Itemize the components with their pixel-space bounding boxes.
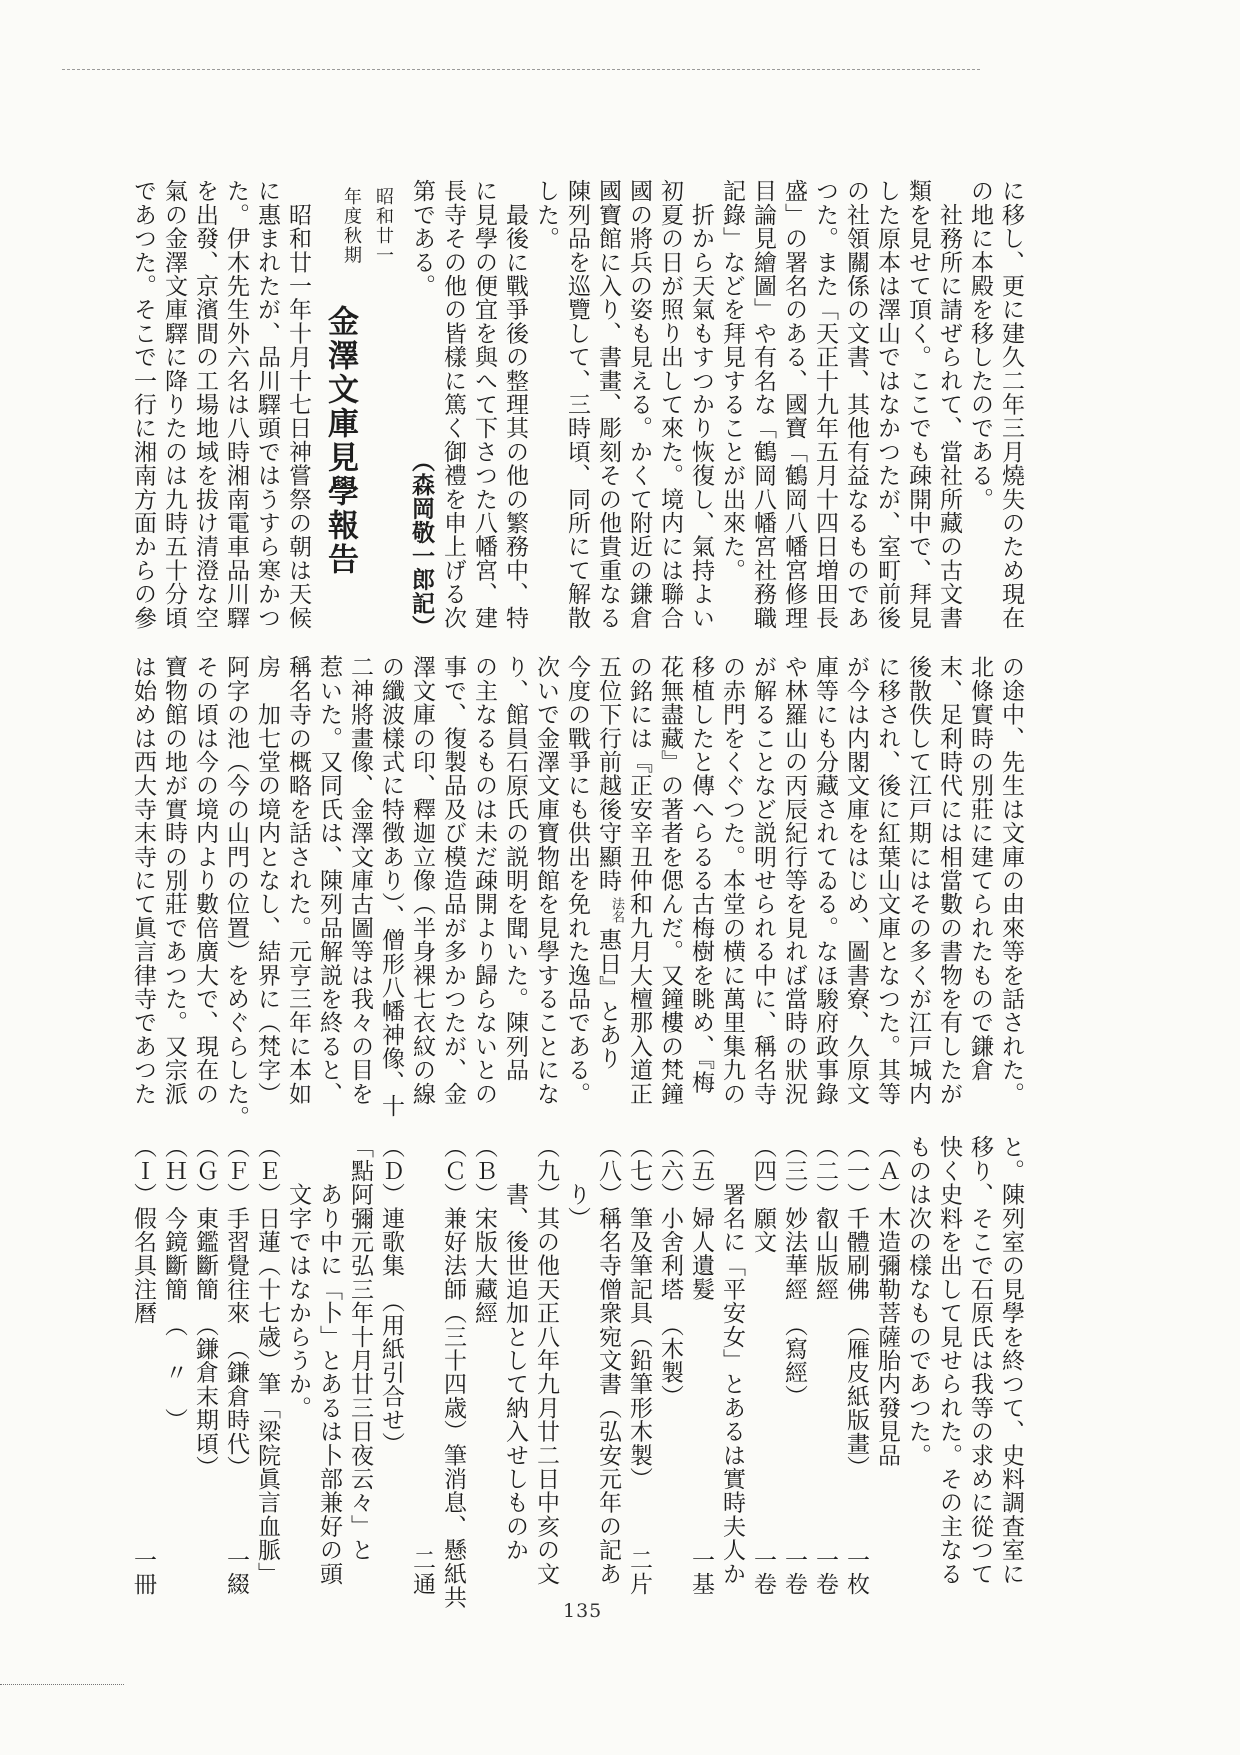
column-text: の社領關係の文書、其他有益なるものであ [843, 179, 869, 630]
text-column [716, 655, 747, 1115]
page-number: 135 [563, 1600, 603, 1622]
lower-text-block [127, 1135, 1026, 1609]
column-text: （二）叡山版經 [812, 1135, 838, 1301]
column-text: （七）筆及筆記具（鉛筆形木製） [626, 1135, 652, 1491]
column-text: （Ｉ）假名具注曆 [130, 1135, 156, 1325]
text-column [251, 655, 282, 1115]
column-text: の地に本殿を移したのである。 [967, 179, 993, 511]
column-text: 澤文庫の印、釋迦立像（半身裸七衣紋の線 [409, 655, 435, 1106]
column-text: （八）稱名寺僧衆宛文書（弘安元年の記あ [595, 1135, 621, 1586]
column-text: 目論見繪圖」や有名な「鶴岡八幡宮社務職 [750, 179, 776, 630]
column-text: 陳列品を巡覽して、三時頃、同所にて解散 [564, 179, 590, 630]
column-text: に惠まれたが、品川驛頭ではうすら寒かつ [254, 179, 280, 630]
text-column [747, 1135, 778, 1595]
text-column [158, 179, 189, 639]
text-column [127, 655, 158, 1115]
text-column [406, 179, 437, 639]
column-text: の赤門をくぐつた。本堂の横に萬里集九の [719, 655, 745, 1106]
column-text: 末、足利時代には相當數の書物を有したが [936, 655, 962, 1106]
column-text: （五）婦人遺髮 [688, 1135, 714, 1301]
text-column [995, 655, 1026, 1115]
column-text: 初夏の日が照り出して來た。境内には聯合 [657, 179, 683, 630]
column-text: であつた。そこで一行に湘南方面からの參 [130, 179, 156, 630]
text-column [964, 655, 995, 1115]
bottom-rule [0, 1684, 124, 1685]
text-column [189, 179, 220, 639]
column-text: 次いで金澤文庫寶物館を見學することにな [533, 655, 559, 1106]
column-text: 五位下行前越後守顯時 [595, 655, 621, 892]
column-text: 文字ではなからうか。 [285, 1135, 311, 1420]
text-column [561, 655, 592, 1115]
text-column [809, 1135, 840, 1595]
column-text: （一）千體刷佛 （雁皮紙版畫） [843, 1135, 869, 1479]
text-column [158, 655, 189, 1115]
middle-text-block [127, 655, 1026, 1129]
item-quantity: 二通 [409, 1547, 435, 1595]
column-text: が解ることなど説明せられる中に、稱名寺 [750, 655, 776, 1106]
column-text: つた。また「天正十九年五月十四日増田長 [812, 179, 838, 630]
text-column [220, 655, 251, 1129]
text-column [902, 655, 933, 1115]
column-text: 類を見せて頂く。ここでも疎開中で、拜見 [905, 179, 931, 630]
text-column [468, 179, 499, 639]
text-column [716, 179, 747, 639]
text-column [995, 179, 1026, 639]
column-text: した。 [533, 179, 559, 251]
text-column [282, 179, 313, 639]
item-quantity: 一卷 [812, 1547, 838, 1595]
text-column [871, 1135, 902, 1595]
text-column [809, 655, 840, 1115]
text-column [685, 655, 716, 1115]
text-column [437, 655, 468, 1115]
column-text: 惹いた。又同氏は、陳列品解説を終ると、 [316, 655, 342, 1106]
column-text: （四）願文 [750, 1135, 776, 1254]
column-text: の主なるものは未だ疎開より歸らないとの [471, 655, 497, 1106]
text-column [220, 1135, 251, 1595]
column-text: 折から天氣もすつかり恢復し、氣持よい [688, 179, 714, 630]
text-column [468, 1135, 499, 1595]
column-text: 署名に「平安女」とあるは實時夫人か [719, 1135, 745, 1586]
text-column [654, 1135, 685, 1595]
column-text: （Ｇ）東鑑斷簡 （鎌倉末期頃） [192, 1135, 218, 1479]
text-column [375, 1135, 406, 1595]
text-column [747, 179, 778, 639]
column-text: 庫等にも分藏されてゐる。なほ駿府政事錄 [812, 655, 838, 1106]
text-column [189, 655, 220, 1115]
column-text: （Ｅ）日蓮（十七歳）筆「梁院眞言血脈」 [254, 1135, 280, 1586]
text-column [902, 179, 933, 639]
author-signature: （森岡敬一郎記） [408, 449, 435, 639]
text-column [778, 1135, 809, 1595]
item-quantity: 一基 [688, 1547, 714, 1595]
item-quantity: 一卷 [750, 1547, 776, 1595]
column-text: を出發、京濱間の工場地域を拔け清澄な空 [192, 179, 218, 630]
column-text: 北條實時の別莊に建てられたもので鎌倉 [967, 655, 993, 1082]
column-text: 房 加七堂の境内となし、結界に（梵字） [254, 655, 280, 1106]
column-text: 盛」の署名のある、國寶「鶴岡八幡宮修理 [781, 179, 807, 630]
text-column [468, 655, 499, 1115]
text-column [654, 655, 685, 1115]
column-text: 移植したと傳へらるる古梅樹を眺め、『梅 [688, 655, 714, 1094]
item-quantity: 一綴 [223, 1547, 249, 1595]
column-text: （Ｄ）連歌集 （用紙引合せ） [378, 1135, 404, 1456]
column-text: り） [564, 1135, 590, 1230]
text-column [530, 655, 561, 1115]
inline-note: 法名 [609, 897, 624, 923]
column-text: 最後に戰爭後の整理其の他の繁務中、特 [502, 179, 528, 630]
column-text: と。陳列室の見學を終つて、史料調査室に [998, 1135, 1024, 1586]
column-text: 後散佚して江戸期にはその多くが江戸城内 [905, 655, 931, 1106]
text-column [809, 179, 840, 639]
text-column [840, 1135, 871, 1595]
item-quantity: 一枚 [843, 1547, 869, 1595]
report-header [313, 179, 406, 639]
shrine-visit-report-columns [406, 179, 1026, 649]
text-column [871, 655, 902, 1115]
text-column [623, 1135, 654, 1595]
text-column [685, 1135, 716, 1595]
column-text: や林羅山の丙辰紀行等を見れば當時の狀況 [781, 655, 807, 1106]
column-text: 國の將兵の姿も見える。かくて附近の鎌倉 [626, 179, 652, 630]
text-column [933, 655, 964, 1115]
column-text: 記錄」などを拜見することが出來た。 [719, 179, 745, 582]
item-quantity: 一冊 [130, 1547, 156, 1595]
column-text: 氣の金澤文庫驛に降りたのは九時五十分頃 [161, 179, 187, 630]
report-heading-line-2: 年度秋期 [341, 187, 362, 265]
column-text: （九）其の他天正八年九月廿二日中亥の文 [533, 1135, 559, 1586]
text-column [747, 655, 778, 1115]
text-column [251, 1135, 282, 1595]
column-text: （Ｈ）今鏡斷簡 （ 〃 ） [161, 1135, 187, 1432]
column-text: （六）小舍利塔 （木製） [657, 1135, 683, 1408]
column-text: に移され、後に紅葉山文庫となつた。其等 [874, 655, 900, 1106]
text-column [778, 655, 809, 1115]
column-text: 今度の戰爭にも供出を免れた逸品である。 [564, 655, 590, 1106]
text-column [344, 1135, 375, 1595]
report-heading-line-1: 昭和廿一 [373, 187, 394, 265]
text-column [530, 1135, 561, 1595]
text-column [840, 179, 871, 639]
bunko-report-opening-columns [127, 179, 313, 649]
text-column [499, 655, 530, 1115]
column-text: り、館員石原氏の説明を聞いた。陳列品 [502, 655, 528, 1082]
text-column [561, 179, 592, 639]
text-column [840, 655, 871, 1115]
upper-text-block [127, 179, 1026, 649]
bunko-report-body-columns [127, 655, 1026, 1129]
text-column [220, 179, 251, 639]
column-text: （Ｆ）手習覺往來 （鎌倉時代） [223, 1135, 249, 1479]
column-text: 移り、そこで石原氏は我等の求めに從つて [967, 1135, 993, 1586]
text-column [189, 1135, 220, 1595]
column-text: が今は内閣文庫をはじめ、圖書寮、久原文 [843, 655, 869, 1106]
column-text: た。伊木先生外六名は八時湘南電車品川驛 [223, 179, 249, 630]
text-column [592, 1135, 623, 1595]
column-text: した原本は澤山ではなかつたが、室町前後 [874, 179, 900, 630]
column-text: 國寶館に入り、書畫、彫刻その他貴重なる [595, 179, 621, 630]
text-column [437, 179, 468, 639]
text-column [685, 179, 716, 639]
text-column [902, 1135, 933, 1595]
text-column [995, 1135, 1026, 1595]
column-text: あり中に「卜」とあるは卜部兼好の頭 [316, 1135, 342, 1586]
text-column [592, 179, 623, 639]
top-rule [62, 69, 980, 70]
column-text: （三）妙法華經 （寫經） [781, 1135, 807, 1408]
text-column [406, 655, 437, 1115]
text-column [561, 1135, 592, 1595]
column-text: 「點阿彌元弘三年十月廿三日夜云々」と [347, 1135, 373, 1562]
text-column [375, 655, 406, 1118]
text-column [499, 179, 530, 639]
column-text: （Ａ）木造彌勒菩薩胎内發見品 [874, 1135, 900, 1467]
column-text: 快く史料を出して見せられた。その主なる [936, 1135, 962, 1586]
text-column [158, 1135, 189, 1595]
text-column [964, 1135, 995, 1595]
text-column [933, 179, 964, 639]
text-column [251, 179, 282, 639]
column-text: は始めは西大寺末寺にて眞言律寺であつた [130, 655, 156, 1106]
text-column [313, 655, 344, 1115]
text-column [778, 179, 809, 639]
report-title: 金澤文庫見學報告 [322, 305, 358, 577]
text-column [592, 655, 623, 1115]
text-column [871, 179, 902, 639]
text-column [127, 1135, 158, 1595]
item-quantity: 一卷 [781, 1547, 807, 1595]
column-text: 昭和廿一年十月十七日神嘗祭の朝は天候 [285, 179, 311, 630]
materials-list-columns [127, 1135, 1026, 1609]
column-text: （Ｂ）宋版大藏經 [471, 1135, 497, 1325]
column-text: 第である。 [409, 179, 435, 298]
text-column [716, 1135, 747, 1595]
column-text: に見學の便宜を與へて下さつた八幡宮、建 [471, 179, 497, 630]
column-text: ものは次の樣なものであつた。 [905, 1135, 931, 1467]
text-column [623, 179, 654, 639]
column-text: 社務所に請ぜられて、當社所藏の古文書 [936, 179, 962, 630]
text-column [530, 179, 561, 639]
column-text: 書、後世追加として納入せしものか [502, 1135, 528, 1562]
column-text: （Ｃ）兼好法師（三十四歳）筆消息、懸紙共 [440, 1135, 466, 1609]
column-text: 花無盡藏』の著者を偲んだ。又鐘樓の梵鐘 [657, 655, 683, 1106]
text-column [437, 1135, 468, 1609]
column-text: 阿字の池（今の山門の位置）をめぐらした。 [223, 655, 249, 1129]
text-column [623, 655, 654, 1115]
column-text: 事で、復製品及び模造品が多かつたが、金 [440, 655, 466, 1106]
text-column [499, 1135, 530, 1595]
text-column [282, 655, 313, 1115]
text-column [654, 179, 685, 639]
text-column [933, 1135, 964, 1595]
item-quantity: 二片 [626, 1547, 652, 1595]
column-text: 寶物館の地が實時の別莊であつた。又宗派 [161, 655, 187, 1106]
column-text-continued: 惠日』とあり [595, 928, 621, 1071]
text-column [127, 179, 158, 639]
text-column [406, 1135, 437, 1595]
column-text: その頃は今の境内より數倍廣大で、現在の [192, 655, 218, 1106]
column-text: の途中、先生は文庫の由來等を話された。 [998, 655, 1024, 1106]
text-column [964, 179, 995, 639]
column-text: の銘には『正安辛丑仲和九月大檀那入道正 [626, 655, 652, 1106]
column-text: 二神將畫像、金澤文庫古圖等は我々の目を [347, 655, 373, 1106]
column-text: 稱名寺の概略を話された。元亨三年に本如 [285, 655, 311, 1106]
column-text: 長寺その他の皆樣に篤く御禮を申上げる次 [440, 179, 466, 630]
text-column [313, 1135, 344, 1595]
column-text: に移し、更に建久二年三月燒失のため現在 [998, 179, 1024, 630]
text-column [282, 1135, 313, 1595]
text-column [344, 655, 375, 1115]
column-text: の纖波樣式に特徴あり）、僧形八幡神像、十 [378, 655, 404, 1118]
